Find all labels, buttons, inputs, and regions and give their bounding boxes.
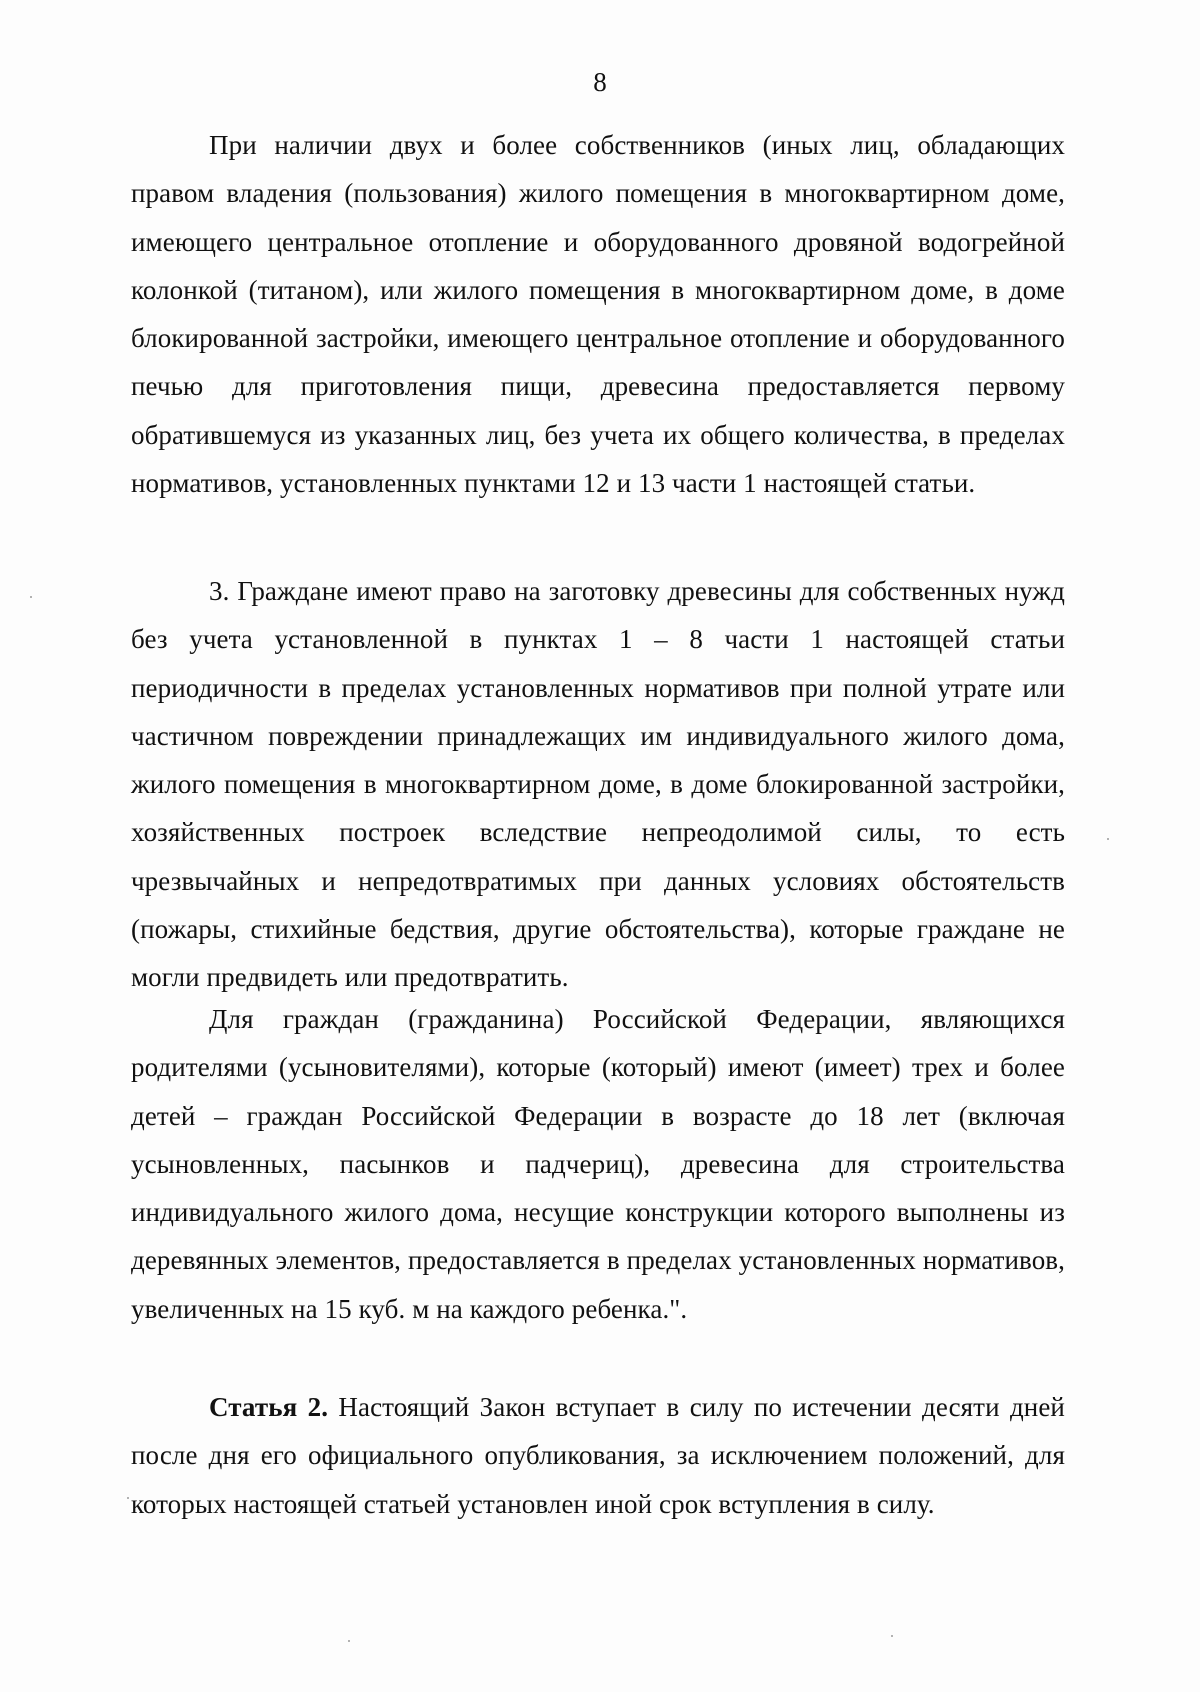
paragraph-force-majeure: 3. Граждане имеют право на заготовку древесины для собственных нужд без учета установленной в пунктах 1 – 8 части 1 настоящей статьи периодичности в пределах установленных нормативов при полной утрате или частичном повреждении принадлежащих им индивидуального жилого дома, жилого помещения в многоквартирном доме, в доме блокированной застройки, хозяйственных построек вследствие непреодолимой силы, то есть чрезвычайных и непредотвратимых при данных условиях обстоятельств (пожары, стихийные бедствия, другие обстоятельства), которые граждане не могли предвидеть или предотвратить. — [131, 576, 1065, 993]
scan-speck — [30, 596, 32, 598]
page-number: 8 — [593, 67, 607, 97]
scan-speck — [891, 1635, 893, 1637]
scan-speck — [1107, 838, 1109, 840]
article-2-text: Настоящий Закон вступает в силу по истечении десяти дней после дня его официального опубликования, за исключением положений, для которых настоящей статьей установлен иной срок вступления в силу. — [131, 1392, 1065, 1519]
paragraph-large-families: Для граждан (гражданина) Российской Федерации, являющихся родителями (усыновителями), которые (который) имеют (имеет) трех и более детей – граждан Российской Федерации в возрасте до 18 лет (включая усыновленных, пасынков и падчериц), древесина для строительства индивидуального жилого дома, несущие конструкции которого выполнены из деревянных элементов, предоставляется в пределах установленных нормативов, увеличенных на 15 куб. м на каждого ребенка.". — [131, 1004, 1065, 1324]
paragraph-multiple-owners: При наличии двух и более собственников (иных лиц, обладающих правом владения (пользования) жилого помещения в многоквартирном доме, имеющего центральное отопление и оборудованного дровяной водогрейной колонкой (титаном), или жилого помещения в многоквартирном доме, в доме блокированной застройки, имеющего центральное отопление и оборудованного печью для приготовления пищи, древесина предоставляется первому обратившемуся из указанных лиц, без учета их общего количества, в пределах нормативов, установленных пунктами 12 и 13 части 1 настоящей статьи. — [131, 130, 1065, 499]
scan-speck — [127, 1497, 129, 1499]
paragraph-article-2 — [131, 1383, 1065, 1528]
scan-speck — [348, 1640, 350, 1642]
article-2-heading: Статья 2. — [209, 1392, 329, 1422]
